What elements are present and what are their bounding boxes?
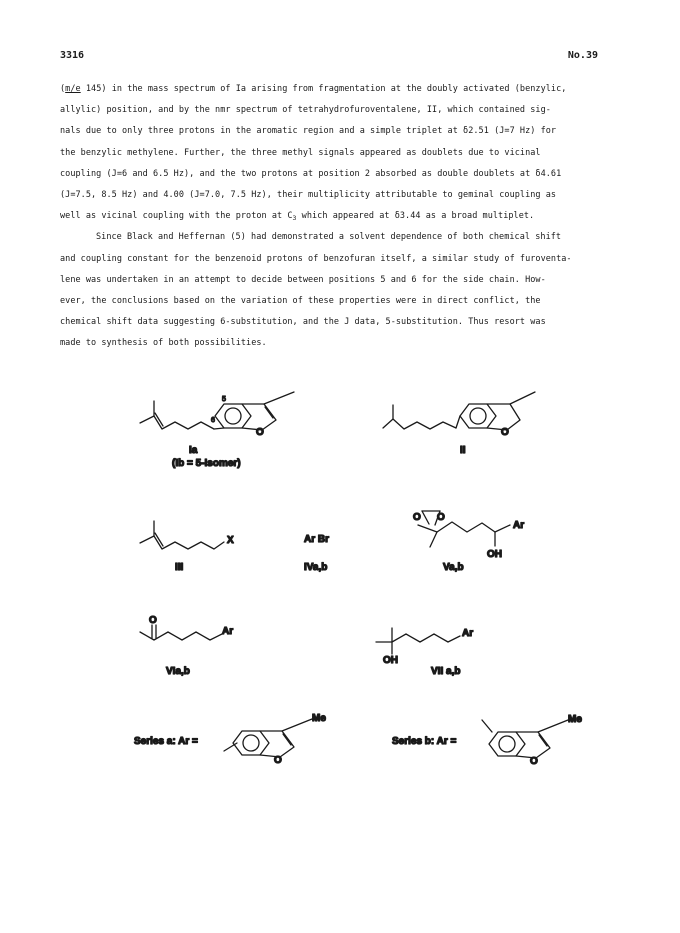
compound-Ib-note: (Ib = 5-Isomer) bbox=[172, 458, 241, 469]
text-line: (J=7.5, 8.5 Hz) and 4.00 (J=7.0, 7.5 Hz), their multiplicity attributable to geminal coupling as bbox=[60, 189, 557, 200]
hydroxyl-label: OH bbox=[487, 549, 502, 560]
paragraph-2 bbox=[60, 227, 620, 354]
aryl-group-label: Ar bbox=[222, 626, 234, 637]
aryl-group-label: Ar bbox=[513, 520, 525, 531]
compound-III-structure bbox=[140, 521, 224, 549]
halide-atom-label: X bbox=[227, 535, 234, 546]
methyl-label: Me bbox=[312, 713, 326, 724]
furan-oxygen-label: O bbox=[274, 755, 282, 766]
compound-VI-label: VIa,b bbox=[166, 666, 190, 677]
text-line: well as vicinal coupling with the proton at $C_3$ which appeared at δ3.44 as a broad multiplet. bbox=[60, 211, 535, 223]
paragraph-1 bbox=[60, 79, 620, 227]
text-line: and coupling constant for the benzenoid protons of benzofuran itself, a similar study of furoventa- bbox=[60, 253, 572, 264]
text-line: coupling (J=6 and 6.5 Hz), and the two protons at position 2 absorbed as double doublets at δ4.61 bbox=[60, 168, 562, 179]
position-6-label: 6 bbox=[211, 417, 215, 424]
page-number: 3316 bbox=[60, 50, 85, 61]
journal-issue: No.39 bbox=[567, 50, 598, 61]
text-line: made to synthesis of both possibilities. bbox=[60, 338, 267, 349]
dioxolane-oxygen-label: O bbox=[413, 512, 421, 523]
text-line: chemical shift data suggesting 6-substitution, and the J data, 5-substitution. Thus resort was bbox=[60, 317, 546, 328]
position-5-label: 5 bbox=[222, 396, 226, 403]
series-a-aryl-structure bbox=[224, 719, 312, 757]
text-line: the benzylic methylene. Further, the three methyl signals appeared as doublets due to vicinal bbox=[60, 147, 541, 158]
hydroxyl-label: OH bbox=[383, 655, 398, 666]
series-b-label: Series b: Ar = bbox=[392, 736, 457, 747]
article-body bbox=[60, 79, 620, 354]
compound-III-label: III bbox=[175, 562, 184, 573]
compound-VII-structure bbox=[376, 628, 460, 654]
carbonyl-oxygen-label: O bbox=[149, 615, 157, 626]
dioxolane-oxygen-label: O bbox=[437, 512, 445, 523]
aryl-bromide-formula: Ar Br bbox=[304, 534, 330, 545]
aryl-group-label: Ar bbox=[462, 628, 474, 639]
methyl-label: Me bbox=[568, 714, 582, 725]
compound-VII-label: VII a,b bbox=[431, 666, 461, 677]
oxygen-atom-label: O bbox=[501, 427, 509, 438]
text-line: Since Black and Heffernan (5) had demonstrated a solvent dependence of both chemical shift bbox=[96, 232, 562, 243]
chemical-structures-figure bbox=[0, 380, 680, 780]
text-line: (m/e 145) in the mass spectrum of Ia arising from fragmentation at the doubly activated (benzylic, bbox=[60, 84, 567, 94]
compound-VI-structure bbox=[140, 625, 222, 640]
text-line: nals due to only three protons in the aromatic region and a simple triplet at δ2.51 (J=7 Hz) for bbox=[60, 126, 557, 137]
series-b-aryl-structure bbox=[482, 720, 568, 758]
compound-IV-label: IVa,b bbox=[304, 562, 328, 573]
compound-II-structure bbox=[383, 392, 535, 430]
text-line: ever, the conclusions based on the variation of these properties were in direct conflict, the bbox=[60, 295, 541, 306]
furan-oxygen-label: O bbox=[530, 756, 538, 767]
oxygen-atom-label: O bbox=[256, 427, 264, 438]
compound-V-label: Va,b bbox=[443, 562, 464, 573]
compound-II-label: II bbox=[460, 445, 466, 456]
text-line: lene was undertaken in an attempt to decide between positions 5 and 6 for the side chain. How- bbox=[60, 274, 546, 285]
series-a-label: Series a: Ar = bbox=[134, 736, 198, 747]
compound-Ia-label: Ia bbox=[189, 445, 198, 456]
text-line: allylic) position, and by the nmr spectrum of tetrahydrofuroventalene, II, which contained sig- bbox=[60, 105, 551, 116]
compound-V-structure bbox=[418, 511, 510, 547]
compound-Ia-structure bbox=[140, 392, 294, 430]
